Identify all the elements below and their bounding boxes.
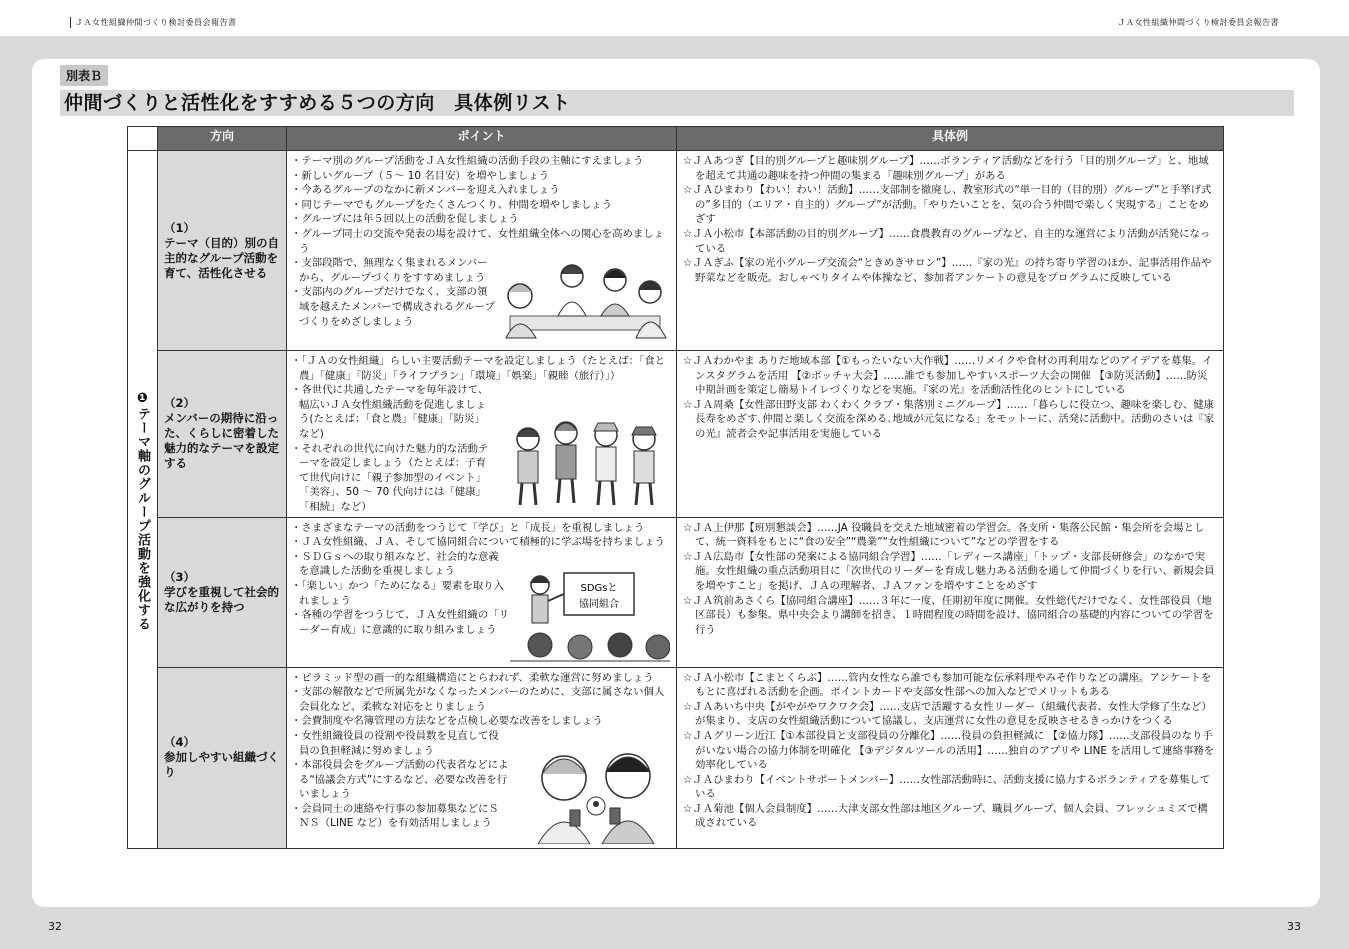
point-item: ・「楽しい」かつ「ためになる」要素を取り入れましょう: [291, 579, 505, 607]
table-header-row: [128, 127, 1224, 151]
example-item: ☆ＪＡわかやま ありだ地域本部【①もったいない大作戦】……リメイクや食材の再利用などのアイデアを募集。インスタグラムを活用 【②ボッチャ大会】……誰でも参加しやすいスポーツ大会の開催 【③防災活動】……防災中期計画を策定し簡易トイレづくりなどを実施。『家の光』を活動活性化のヒントにしている: [683, 355, 1213, 397]
page-number-right: 33: [1287, 920, 1301, 933]
direction-cell: [158, 151, 287, 351]
example-item: ☆ＪＡ菊池【個人会員制度】……大津支部女性部は地区グループ、職員グループ、個人会員、フレッシュミズで構成されている: [683, 802, 1208, 830]
example-item: ☆ＪＡあつぎ【目的別グループと趣味別グループ】……ボランティア活動などを行う「目的別グループ」と、地域を超えて共通の趣味を持つ仲間の集まる「趣味別グループ」がある: [683, 155, 1209, 182]
lecture-illustration: [510, 563, 670, 663]
point-item: ・「ＪＡの女性組織」らしい主要活動テーマを設定しましょう（たとえば：「食と農」「健康」「防災」「ライフプラン」「環境」「娯楽」「親睦（旅行）」）: [291, 355, 666, 382]
table-row: [128, 151, 1224, 351]
smartphone-women-illustration: [526, 744, 666, 844]
sign-line-1: SDGsと: [580, 582, 618, 594]
point-item: ・さまざまなテーマの活動をつうじて「学び」と「成長」を重視しましょう: [291, 521, 645, 534]
header-right: ＪＡ女性組織仲間づくり検討委員会報告書: [1117, 18, 1279, 27]
point-item: ・支部内のグループだけでなく、支部の領域を越えたメンバーで構成されるグループづくりをめざしましょう: [291, 286, 495, 328]
example-cell: [677, 517, 1224, 667]
example-item: ☆ＪＡ筑前あさくら【協同組合講座】……３年に一度、任期初年度に開催。女性総代だけでなく、女性部役員（地区部長）も参集。県中央会より講師を招き、１時間程度の時間を設け、協同組合の基礎的内容についての学習を行う: [683, 594, 1214, 636]
header-left: ＪＡ女性組織仲間づくり検討委員会報告書: [70, 17, 237, 28]
point-cell: [287, 151, 677, 351]
direction-text: テーマ（目的）別の自主的なグループ活動を育て、活性化させる: [164, 235, 279, 280]
theme-cell: [128, 151, 158, 849]
point-item: ・ＪＡ女性組織、ＪＡ、そして協同組合について積極的に学ぶ場を持ちましょう: [291, 536, 665, 549]
page-number-left: 32: [48, 920, 62, 933]
point-item: ・新しいグループ（５～ 10 名目安）を増やしましょう: [291, 169, 549, 182]
point-item: ・各種の学習をつうじて、ＪＡ女性組織の「リーダー育成」に意識的に取り組みましょう: [291, 609, 509, 636]
header-blank: [128, 127, 158, 151]
example-item: ☆ＪＡグリーン近江【①本部役員と支部役員の分離化】……役員の負担軽減に 【②協力隊】……支部役員のなり手がいない場合の協力体制を明確化 【③デジタルツールの活用】……独自のアプリや LINE を活用して連絡事務を効率化している: [683, 729, 1215, 772]
example-cell: [677, 151, 1224, 351]
sign-line-2: 協同組合: [579, 598, 619, 610]
example-item: ☆ＪＡ広島市【女性部の発案による協同組合学習】……「レディース講座」「トップ・支部長研修会」のなかで実施。女性組織の重点活動項目に「次世代のリーダーを育成し魅力ある活動を通して仲間づくりを行い、新規会員を増やすこと」を掲げ、ＪＡの理解者、ＪＡファンを増やすことをめざす: [683, 550, 1215, 592]
point-cell: [287, 667, 677, 848]
example-cell: [677, 351, 1224, 518]
header-direction: 方向: [158, 127, 287, 151]
direction-cell: [158, 351, 287, 518]
example-item: ☆ＪＡ周桑【女性部田野支部 わくわくクラブ・集落別ミニグループ】……「暮らしに役立つ、趣味を楽しむ、健康長寿をめざす､仲間と楽しく交流を深める､地域が元気になる」をモットーに、活発に活動中。活動のさいは『家の光』読者会や記事活用を実施している: [683, 398, 1215, 440]
point-item: ・今あるグループのなかに新メンバーを迎え入れましょう: [291, 184, 560, 197]
direction-number: （1）: [164, 220, 196, 235]
point-item: ・会員同士の連絡や行事の参加募集などにＳＮＳ（LINE など）を有効活用しましょう: [291, 802, 499, 830]
table-tag: 別表Ｂ: [60, 65, 108, 86]
example-item: ☆ＪＡひまわり【イベントサポートメンバー】……女性部活動時に、活動支援に協力するボランティアを募集している: [683, 773, 1211, 801]
table-row: [128, 667, 1224, 848]
example-cell: [677, 667, 1224, 848]
example-item: ☆ＪＡ小松市【本部活動の目的別グループ】……食農教育のグループなど、自主的な運営により活動が活発になっている: [683, 227, 1211, 255]
direction-text: 参加しやすい組織づくり: [164, 750, 279, 780]
point-item: ・グループ同士の交流や発表の場を設けて、女性組織全体への関心を高めましょう: [291, 227, 665, 255]
table-row: [128, 351, 1224, 518]
direction-number: （4）: [164, 735, 196, 750]
header-example: 具体例: [677, 127, 1224, 151]
point-item: ・同じテーマでもグループをたくさんつくり、仲間を増やしましょう: [291, 198, 613, 211]
point-item: ・会費制度や名簿管理の方法などを点検し必要な改善をしましょう: [291, 715, 603, 728]
direction-number: （3）: [164, 569, 196, 584]
walking-women-illustration: [506, 415, 666, 511]
example-item: ☆ＪＡあいち中央【がやがやワクワク会】……支店で活躍する女性リーダー（組織代表者、女性大学修了生など）が集まり、支店の女性組織活動について協議し、支店運営に女性の意見を反映させるきっかけをつくる: [683, 700, 1212, 728]
example-item: ☆ＪＡ小松市【こまとくらぶ】……管内女性なら誰でも参加可能な伝承料理やみそ作りなどの講座。アンケートをもとに喜ばれる活動を企画。ポイントカードや支部女性部への加入などでメリットもある: [683, 671, 1212, 699]
page-title: 仲間づくりと活性化をすすめる５つの方向 具体例リスト: [60, 90, 1294, 116]
point-item: ・それぞれの世代に向けた魅力的な活動テーマを設定しましょう（たとえば：子育て世代向けに「親子参加型のイベント」「美容」、50 ～ 70 代向けには「健康」「相続」など）: [291, 442, 489, 513]
point-item: ・支部段階で、無理なく集まれるメンバーから、グループづくりをすすめましょう: [291, 257, 488, 284]
examples-table: [127, 126, 1224, 849]
point-item: ・女性組織役員の役割や役員数を見直して役員の負担軽減に努めましょう: [291, 729, 499, 757]
point-cell: [287, 517, 677, 667]
content-card: [32, 59, 1320, 907]
point-item: ・グループには年５回以上の活動を促しましょう: [291, 213, 519, 226]
example-item: ☆ＪＡひまわり【わい！わい！活動】……支部制を撤廃し、教室形式の“単一目的（目的別）グループ”と手挙げ式の”多目的（エリア・自主的）グループ”が活動。「やりたいことを、気の合う仲間で楽しく実現する」ことをめざす: [683, 184, 1212, 226]
group-meeting-illustration: [490, 258, 670, 346]
point-item: ・本部役員会をグループ活動の代表者などによる“協議会方式”にするなど、必要な改善を行いましょう: [291, 759, 509, 801]
point-item: ・ＳＤＧｓへの取り組みなど、社会的な意義を意識した活動を重視しましょう: [291, 550, 499, 578]
point-item: ・各世代に共通したテーマを毎年設けて、幅広いＪＡ女性組織活動を促進しましょう(たとえば：「食と農」「健康」「防災」など): [291, 384, 489, 440]
point-cell: [287, 351, 677, 518]
direction-cell: [158, 667, 287, 848]
direction-text: メンバーの期待に沿った、くらしに密着した魅力的なテーマを設定する: [164, 411, 279, 471]
example-item: ☆ＪＡ上伊那【班別懇談会】……JA 役職員を交えた地域密着の学習会。各支所・集落公民館・集会所を会場として、統一資料をもとに“食の安全”“農業”“女性組織について”などの学習をする: [683, 521, 1205, 549]
point-item: ・テーマ別のグループ活動をＪＡ女性組織の活動手段の主軸にすえましょう: [291, 155, 644, 167]
example-item: ☆ＪＡぎふ【家の光小グループ交流会“ときめきサロン”】……『家の光』の持ち寄り学習のほか、記事活用作品や野菜などを販売。おしゃべりタイムや体操など、参加者アンケートの意見をプログラムに反映している: [683, 257, 1212, 284]
direction-cell: [158, 517, 287, 667]
point-item: ・ピラミッド型の画一的な組織構造にとらわれず、柔軟な運営に努めましょう: [291, 671, 654, 684]
table-row: [128, 517, 1224, 667]
direction-text: 学びを重視して社会的な広がりを持つ: [164, 584, 279, 614]
theme-label: ❶テーマ軸のグループ活動を強化する: [135, 391, 150, 631]
point-item: ・支部の解散などで所属先がなくなったメンバーのために、支部に属さない個人会員化など、柔軟な対応をとりましょう: [291, 686, 665, 713]
page-header: [0, 0, 1349, 36]
header-point: ポイント: [287, 127, 677, 151]
direction-number: （2）: [164, 396, 196, 411]
